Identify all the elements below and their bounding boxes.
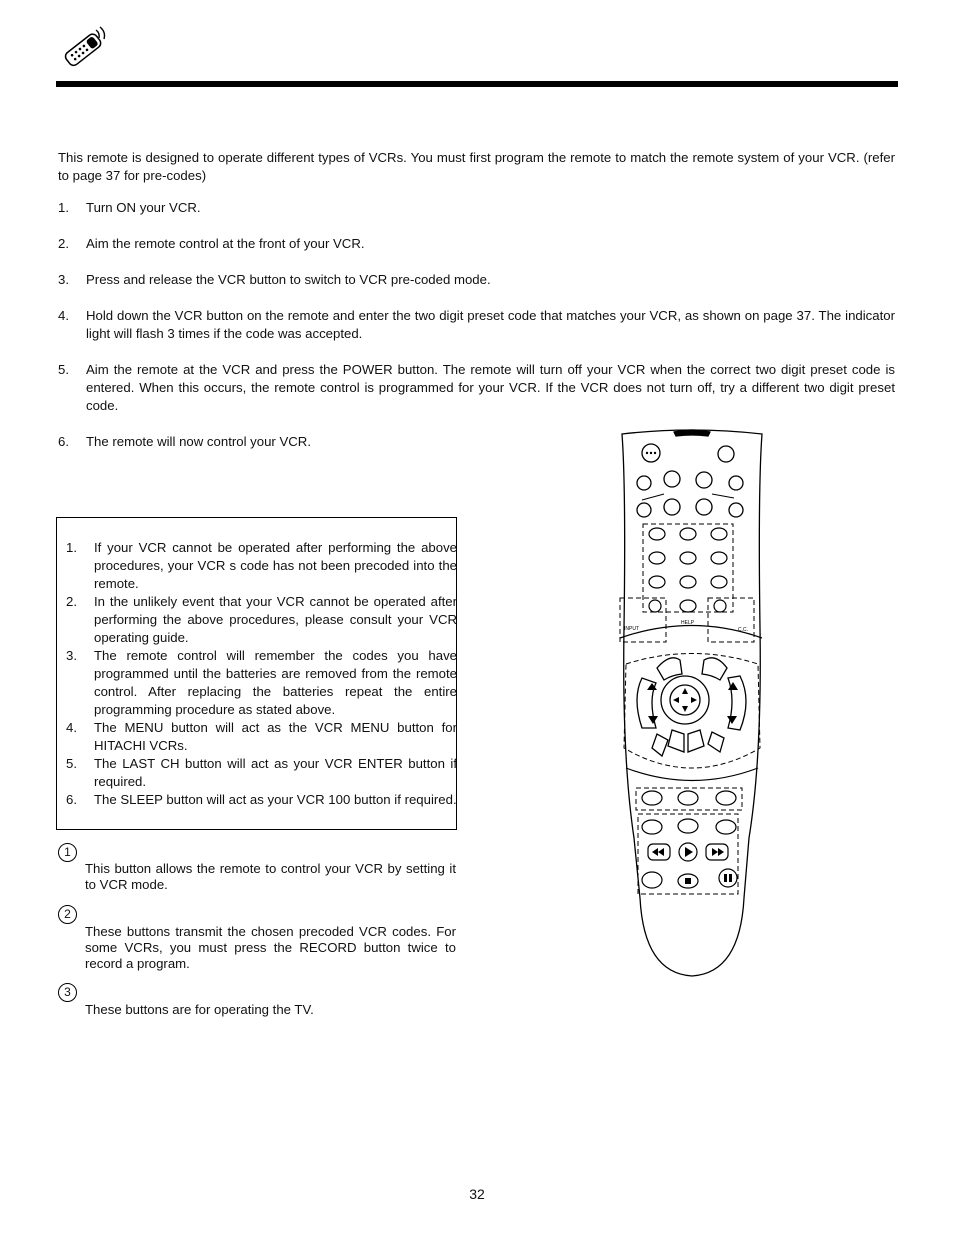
step-text: Hold down the VCR button on the remote and enter the two digit preset code that matches your VCR, as shown on page 37. The indicator light will flash 3 times if the code was accepted. <box>86 308 895 341</box>
step-number: 2. <box>58 236 69 251</box>
intro-paragraph: This remote is designed to operate different types of VCRs. You must first program the remote to match the remote system of your VCR. (refer to page 37 for pre-codes) <box>58 150 895 183</box>
step-number: 1. <box>58 200 69 215</box>
step-text: Aim the remote at the VCR and press the POWER button. The remote will turn off your VCR when the correct two digit preset code is entered. When this occurs, the remote control is programmed for your VCR. If the VCR does not turn off, try a different two digit preset code. <box>86 362 895 413</box>
step-number: 6. <box>58 434 69 449</box>
step-number: 3. <box>58 272 69 287</box>
remote-input-label: INPUT <box>624 626 639 632</box>
note-text: The remote control will remember the codes you have programmed until the batteries are removed from the remote control. After replacing the batteries repeat the entire programming procedure as stated above. <box>94 648 457 717</box>
step-text: Turn ON your VCR. <box>86 200 201 215</box>
note-number: 3. <box>66 648 77 663</box>
note-text: The SLEEP button will act as your VCR 100 button if required. <box>94 792 457 807</box>
header-rule <box>56 81 898 87</box>
note-text: The LAST CH button will act as your VCR ENTER button if required. <box>94 756 457 789</box>
description-2: These buttons transmit the chosen precoded VCR codes. For some VCRs, you must press the RECORD button twice to record a program. <box>85 924 456 971</box>
step-text: Press and release the VCR button to switch to VCR pre-coded mode. <box>86 272 491 287</box>
note-number: 1. <box>66 540 77 555</box>
description-3: These buttons are for operating the TV. <box>85 1002 314 1017</box>
step-number: 4. <box>58 308 69 323</box>
description-1: This button allows the remote to control your VCR by setting it to VCR mode. <box>85 861 456 892</box>
note-text: In the unlikely event that your VCR cannot be operated after performing the above procedures, please consult your VCR operating guide. <box>94 594 457 645</box>
step-text: Aim the remote control at the front of your VCR. <box>86 236 365 251</box>
step-5 <box>58 361 895 415</box>
notes-box <box>56 517 457 830</box>
note-number: 5. <box>66 756 77 771</box>
step-2 <box>58 235 895 253</box>
step-number: 5. <box>58 362 69 377</box>
remote-help-label: HELP <box>681 620 695 626</box>
header-remote-icon <box>58 24 108 70</box>
note-number: 2. <box>66 594 77 609</box>
step-text: The remote will now control your VCR. <box>86 434 311 449</box>
remote-cc-label: C.C. <box>738 627 748 633</box>
step-3 <box>58 271 895 289</box>
marker-2: 2 <box>58 905 77 924</box>
step-1 <box>58 199 895 217</box>
remote-control-illustration <box>612 428 772 984</box>
page-number: 32 <box>469 1186 485 1202</box>
marker-3: 3 <box>58 983 77 1002</box>
note-text: The MENU button will act as the VCR MENU button for HITACHI VCRs. <box>94 720 457 753</box>
note-number: 6. <box>66 792 77 807</box>
marker-1: 1 <box>58 843 77 862</box>
step-4 <box>58 307 895 343</box>
note-text: If your VCR cannot be operated after performing the above procedures, your VCR s code has not been precoded into the remote. <box>94 540 457 591</box>
step-6 <box>58 433 478 451</box>
note-number: 4. <box>66 720 77 735</box>
